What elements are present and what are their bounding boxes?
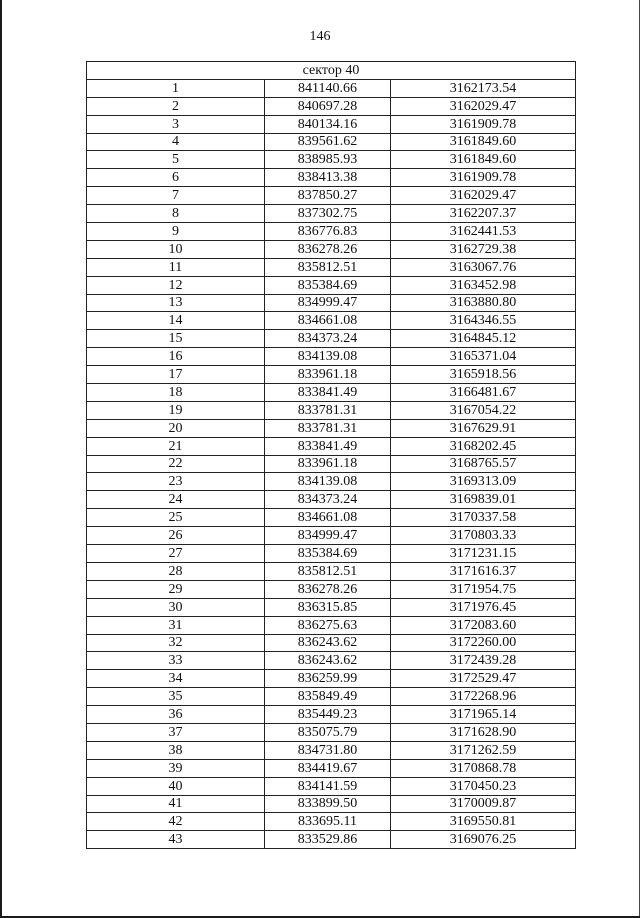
x-coordinate-cell: 834139.08 [265,473,391,491]
y-coordinate-cell: 3172439.28 [391,652,576,670]
y-coordinate-cell: 3167054.22 [391,401,576,419]
x-coordinate-cell: 836243.62 [265,634,391,652]
x-coordinate-cell: 834661.08 [265,312,391,330]
y-coordinate-cell: 3170803.33 [391,527,576,545]
x-coordinate-cell: 836776.83 [265,223,391,241]
point-number-cell: 39 [87,759,265,777]
x-coordinate-cell: 840134.16 [265,115,391,133]
table-row [87,491,576,509]
y-coordinate-cell: 3163067.76 [391,258,576,276]
page-number: 146 [309,29,331,44]
point-number-cell: 30 [87,598,265,616]
x-coordinate-cell: 835849.49 [265,688,391,706]
point-number-cell: 33 [87,652,265,670]
table-row [87,473,576,491]
y-coordinate-cell: 3171965.14 [391,706,576,724]
x-coordinate-cell: 834419.67 [265,759,391,777]
table-row [87,401,576,419]
table-row [87,509,576,527]
table-row [87,240,576,258]
table-row [87,223,576,241]
table-row [87,598,576,616]
y-coordinate-cell: 3161909.78 [391,169,576,187]
x-coordinate-cell: 834373.24 [265,491,391,509]
x-coordinate-cell: 839561.62 [265,133,391,151]
x-coordinate-cell: 837850.27 [265,187,391,205]
y-coordinate-cell: 3170009.87 [391,795,576,813]
y-coordinate-cell: 3170868.78 [391,759,576,777]
point-number-cell: 40 [87,777,265,795]
point-number-cell: 14 [87,312,265,330]
point-number-cell: 10 [87,240,265,258]
y-coordinate-cell: 3171616.37 [391,562,576,580]
x-coordinate-cell: 838985.93 [265,151,391,169]
point-number-cell: 11 [87,258,265,276]
table-row [87,330,576,348]
point-number-cell: 17 [87,366,265,384]
y-coordinate-cell: 3164845.12 [391,330,576,348]
x-coordinate-cell: 836278.26 [265,580,391,598]
table-row [87,831,576,849]
x-coordinate-cell: 836315.85 [265,598,391,616]
table-row [87,115,576,133]
x-coordinate-cell: 833961.18 [265,455,391,473]
point-number-cell: 19 [87,401,265,419]
x-coordinate-cell: 833529.86 [265,831,391,849]
y-coordinate-cell: 3162029.47 [391,97,576,115]
point-number-cell: 7 [87,187,265,205]
y-coordinate-cell: 3162729.38 [391,240,576,258]
coordinates-body [87,79,576,848]
x-coordinate-cell: 835812.51 [265,258,391,276]
y-coordinate-cell: 3172260.00 [391,634,576,652]
table-row [87,258,576,276]
table-row [87,437,576,455]
point-number-cell: 28 [87,562,265,580]
table-row [87,706,576,724]
x-coordinate-cell: 836259.99 [265,670,391,688]
x-coordinate-cell: 841140.66 [265,79,391,97]
point-number-cell: 37 [87,723,265,741]
table-row [87,384,576,402]
y-coordinate-cell: 3171628.90 [391,723,576,741]
table-row [87,79,576,97]
point-number-cell: 23 [87,473,265,491]
point-number-cell: 38 [87,741,265,759]
table-row [87,419,576,437]
y-coordinate-cell: 3172268.96 [391,688,576,706]
y-coordinate-cell: 3169313.09 [391,473,576,491]
table-row [87,133,576,151]
point-number-cell: 3 [87,115,265,133]
table-row [87,777,576,795]
table-row [87,187,576,205]
x-coordinate-cell: 833841.49 [265,384,391,402]
table-row [87,348,576,366]
point-number-cell: 20 [87,419,265,437]
table-row [87,276,576,294]
coordinates-table [86,61,576,849]
x-coordinate-cell: 833781.31 [265,419,391,437]
table-row [87,562,576,580]
y-coordinate-cell: 3172083.60 [391,616,576,634]
x-coordinate-cell: 835384.69 [265,545,391,563]
y-coordinate-cell: 3168202.45 [391,437,576,455]
y-coordinate-cell: 3161909.78 [391,115,576,133]
y-coordinate-cell: 3170337.58 [391,509,576,527]
point-number-cell: 13 [87,294,265,312]
point-number-cell: 4 [87,133,265,151]
y-coordinate-cell: 3161849.60 [391,151,576,169]
x-coordinate-cell: 835384.69 [265,276,391,294]
point-number-cell: 8 [87,205,265,223]
point-number-cell: 2 [87,97,265,115]
x-coordinate-cell: 836278.26 [265,240,391,258]
x-coordinate-cell: 834999.47 [265,294,391,312]
y-coordinate-cell: 3163880.80 [391,294,576,312]
y-coordinate-cell: 3171976.45 [391,598,576,616]
point-number-cell: 42 [87,813,265,831]
x-coordinate-cell: 840697.28 [265,97,391,115]
table-row [87,741,576,759]
scan-edge-left [0,0,2,918]
y-coordinate-cell: 3171954.75 [391,580,576,598]
point-number-cell: 6 [87,169,265,187]
table-row [87,97,576,115]
point-number-cell: 41 [87,795,265,813]
table-row [87,312,576,330]
x-coordinate-cell: 834999.47 [265,527,391,545]
table-row [87,616,576,634]
y-coordinate-cell: 3161849.60 [391,133,576,151]
y-coordinate-cell: 3169076.25 [391,831,576,849]
x-coordinate-cell: 834661.08 [265,509,391,527]
y-coordinate-cell: 3164346.55 [391,312,576,330]
point-number-cell: 5 [87,151,265,169]
table-row [87,813,576,831]
table-row [87,366,576,384]
x-coordinate-cell: 833841.49 [265,437,391,455]
table-row [87,634,576,652]
table-row [87,205,576,223]
x-coordinate-cell: 835449.23 [265,706,391,724]
x-coordinate-cell: 833899.50 [265,795,391,813]
table-row [87,723,576,741]
point-number-cell: 36 [87,706,265,724]
y-coordinate-cell: 3165371.04 [391,348,576,366]
x-coordinate-cell: 836243.62 [265,652,391,670]
y-coordinate-cell: 3169550.81 [391,813,576,831]
table-row [87,527,576,545]
y-coordinate-cell: 3163452.98 [391,276,576,294]
point-number-cell: 16 [87,348,265,366]
point-number-cell: 34 [87,670,265,688]
y-coordinate-cell: 3168765.57 [391,455,576,473]
x-coordinate-cell: 835075.79 [265,723,391,741]
x-coordinate-cell: 834139.08 [265,348,391,366]
table-row [87,652,576,670]
x-coordinate-cell: 834731.80 [265,741,391,759]
point-number-cell: 32 [87,634,265,652]
x-coordinate-cell: 833781.31 [265,401,391,419]
point-number-cell: 31 [87,616,265,634]
sector-title: сектор 40 [87,62,576,80]
point-number-cell: 22 [87,455,265,473]
y-coordinate-cell: 3162029.47 [391,187,576,205]
x-coordinate-cell: 833695.11 [265,813,391,831]
y-coordinate-cell: 3162441.53 [391,223,576,241]
x-coordinate-cell: 834373.24 [265,330,391,348]
x-coordinate-cell: 836275.63 [265,616,391,634]
y-coordinate-cell: 3162173.54 [391,79,576,97]
table-row [87,169,576,187]
x-coordinate-cell: 837302.75 [265,205,391,223]
y-coordinate-cell: 3171231.15 [391,545,576,563]
x-coordinate-cell: 835812.51 [265,562,391,580]
table-row [87,545,576,563]
x-coordinate-cell: 833961.18 [265,366,391,384]
table-row [87,455,576,473]
point-number-cell: 25 [87,509,265,527]
y-coordinate-cell: 3165918.56 [391,366,576,384]
point-number-cell: 26 [87,527,265,545]
x-coordinate-cell: 838413.38 [265,169,391,187]
point-number-cell: 29 [87,580,265,598]
point-number-cell: 9 [87,223,265,241]
point-number-cell: 35 [87,688,265,706]
table-row [87,759,576,777]
point-number-cell: 15 [87,330,265,348]
table-row [87,580,576,598]
point-number-cell: 18 [87,384,265,402]
x-coordinate-cell: 834141.59 [265,777,391,795]
table-row [87,670,576,688]
y-coordinate-cell: 3172529.47 [391,670,576,688]
point-number-cell: 27 [87,545,265,563]
point-number-cell: 21 [87,437,265,455]
table-row [87,151,576,169]
point-number-cell: 12 [87,276,265,294]
point-number-cell: 24 [87,491,265,509]
y-coordinate-cell: 3171262.59 [391,741,576,759]
sector-header-row [87,62,576,80]
table-row [87,795,576,813]
y-coordinate-cell: 3162207.37 [391,205,576,223]
y-coordinate-cell: 3170450.23 [391,777,576,795]
table-row [87,294,576,312]
point-number-cell: 1 [87,79,265,97]
y-coordinate-cell: 3166481.67 [391,384,576,402]
point-number-cell: 43 [87,831,265,849]
table-row [87,688,576,706]
y-coordinate-cell: 3169839.01 [391,491,576,509]
y-coordinate-cell: 3167629.91 [391,419,576,437]
